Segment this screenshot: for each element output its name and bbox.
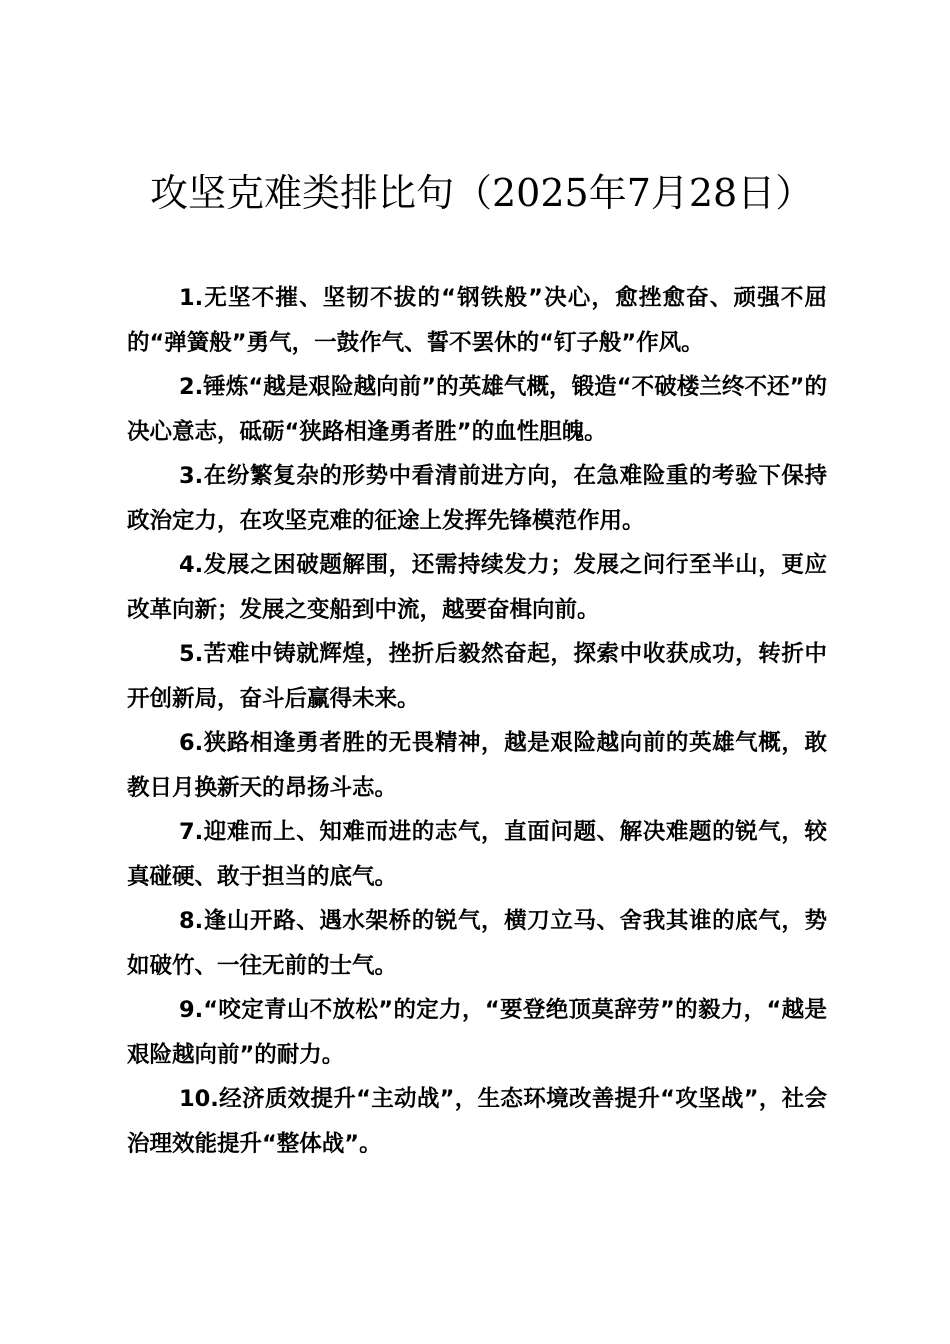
list-item: 5.苦难中铸就辉煌，挫折后毅然奋起，探索中收获成功，转折中开创新局，奋斗后赢得未来。 (127, 641, 827, 712)
list-item: 7.迎难而上、知难而进的志气，直面问题、解决难题的锐气，较真碰硬、敢于担当的底气。 (127, 819, 827, 890)
list-item: 9.“咬定青山不放松”的定力，“要登绝顶莫辞劳”的毅力，“越是艰险越向前”的耐力。 (127, 997, 827, 1068)
list-item: 1.无坚不摧、坚韧不拔的“钢铁般”决心，愈挫愈奋、顽强不屈的“弹簧般”勇气，一鼓作气、誓不罢休的“钉子般”作风。 (127, 285, 827, 356)
list-item: 10.经济质效提升“主动战”，生态环境改善提升“攻坚战”，社会治理效能提升“整体战”。 (127, 1086, 827, 1157)
list-item: 4.发展之困破题解围，还需持续发力；发展之问行至半山，更应改革向新；发展之变船到中流，越要奋楫向前。 (127, 552, 827, 623)
list-item: 6.狭路相逢勇者胜的无畏精神，越是艰险越向前的英雄气概，敢教日月换新天的昂扬斗志。 (127, 730, 827, 801)
document-title: 攻坚克难类排比句（2025年7月28日） (150, 171, 814, 215)
list-item: 8.逢山开路、遇水架桥的锐气，横刀立马、舍我其谁的底气，势如破竹、一往无前的士气。 (127, 908, 827, 979)
list-item: 2.锤炼“越是艰险越向前”的英雄气概，锻造“不破楼兰终不还”的决心意志，砥砺“狭路相逢勇者胜”的血性胆魄。 (127, 374, 827, 445)
sentence-list (127, 276, 827, 1166)
list-item: 3.在纷繁复杂的形势中看清前进方向，在急难险重的考验下保持政治定力，在攻坚克难的征途上发挥先锋模范作用。 (127, 463, 827, 534)
